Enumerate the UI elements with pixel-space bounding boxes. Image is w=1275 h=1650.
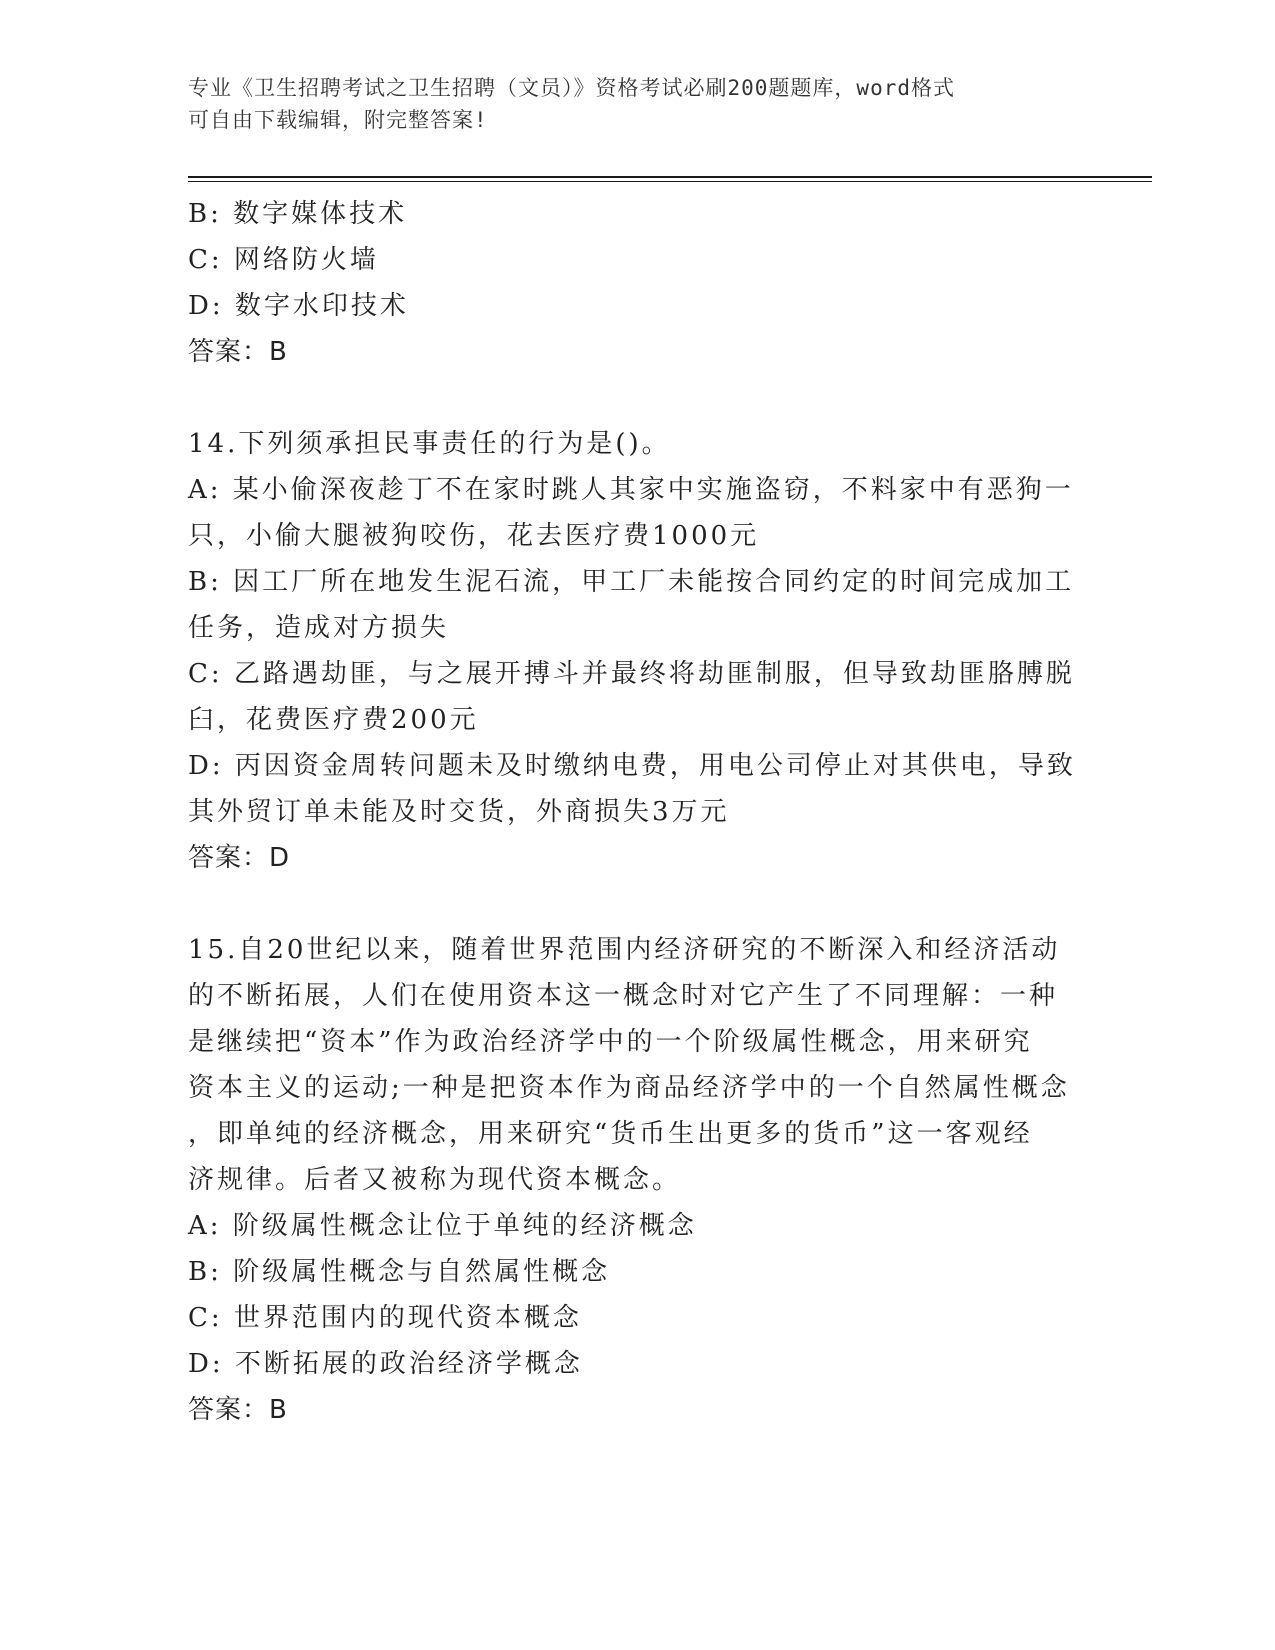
option-b-line-2: 任务，造成对方损失 bbox=[188, 613, 450, 643]
document-body bbox=[188, 191, 1088, 1433]
question-13-tail bbox=[188, 191, 1088, 375]
question-stem-line-2: 的不断拓展，人们在使用资本这一概念时对它产生了不同理解：一种 bbox=[188, 981, 1059, 1011]
answer-line: 答案：B bbox=[188, 1395, 288, 1425]
option-b: B: 阶级属性概念与自然属性概念 bbox=[188, 1257, 611, 1287]
option-c: C: 网络防火墙 bbox=[188, 245, 379, 275]
question-15 bbox=[188, 927, 1088, 1433]
option-d: D: 不断拓展的政治经济学概念 bbox=[188, 1349, 583, 1379]
header-divider-thick bbox=[188, 176, 1152, 178]
header-divider-thin bbox=[188, 181, 1152, 182]
option-d: D: 数字水印技术 bbox=[188, 291, 409, 321]
question-stem-line-6: 济规律。后者又被称为现代资本概念。 bbox=[188, 1165, 682, 1195]
header-line-1: 专业《卫生招聘考试之卫生招聘（文员）》资格考试必刷200题题库，word格式 bbox=[188, 76, 955, 100]
document-header bbox=[188, 72, 1068, 136]
answer-line: 答案：B bbox=[188, 337, 288, 367]
question-stem-line-1: 15.自20世纪以来，随着世界范围内经济研究的不断深入和经济活动 bbox=[188, 935, 1061, 965]
option-d-line-1: D: 丙因资金周转问题未及时缴纳电费，用电公司停止对其供电，导致 bbox=[188, 751, 1076, 781]
spacer bbox=[188, 375, 1088, 421]
option-d-line-2: 其外贸订单未能及时交货，外商损失3万元 bbox=[188, 797, 730, 827]
option-b: B: 数字媒体技术 bbox=[188, 199, 408, 229]
question-stem-line-4: 资本主义的运动;一种是把资本作为商品经济学中的一个自然属性概念 bbox=[188, 1073, 1070, 1103]
option-a: A: 阶级属性概念让位于单纯的经济概念 bbox=[188, 1211, 697, 1241]
answer-line: 答案：D bbox=[188, 843, 291, 873]
spacer bbox=[188, 881, 1088, 927]
question-14 bbox=[188, 421, 1088, 881]
question-stem-line-3: 是继续把“资本”作为政治经济学中的一个阶级属性概念，用来研究 bbox=[188, 1027, 1033, 1057]
option-a-line-1: A: 某小偷深夜趁丁不在家时跳人其家中实施盗窃，不料家中有恶狗一 bbox=[188, 475, 1074, 505]
question-stem: 14.下列须承担民事责任的行为是()。 bbox=[188, 429, 671, 459]
header-line-2: 可自由下载编辑，附完整答案! bbox=[188, 108, 488, 132]
option-c-line-1: C: 乙路遇劫匪，与之展开搏斗并最终将劫匪制服，但导致劫匪胳膊脱 bbox=[188, 659, 1075, 689]
option-b-line-1: B: 因工厂所在地发生泥石流，甲工厂未能按合同约定的时间完成加工 bbox=[188, 567, 1075, 597]
option-a-line-2: 只，小偷大腿被狗咬伤，花去医疗费1000元 bbox=[188, 521, 760, 551]
option-c-line-2: 臼，花费医疗费200元 bbox=[188, 705, 479, 735]
option-c: C: 世界范围内的现代资本概念 bbox=[188, 1303, 582, 1333]
question-stem-line-5: ，即单纯的经济概念，用来研究“货币生出更多的货币”这一客观经 bbox=[188, 1119, 1033, 1149]
